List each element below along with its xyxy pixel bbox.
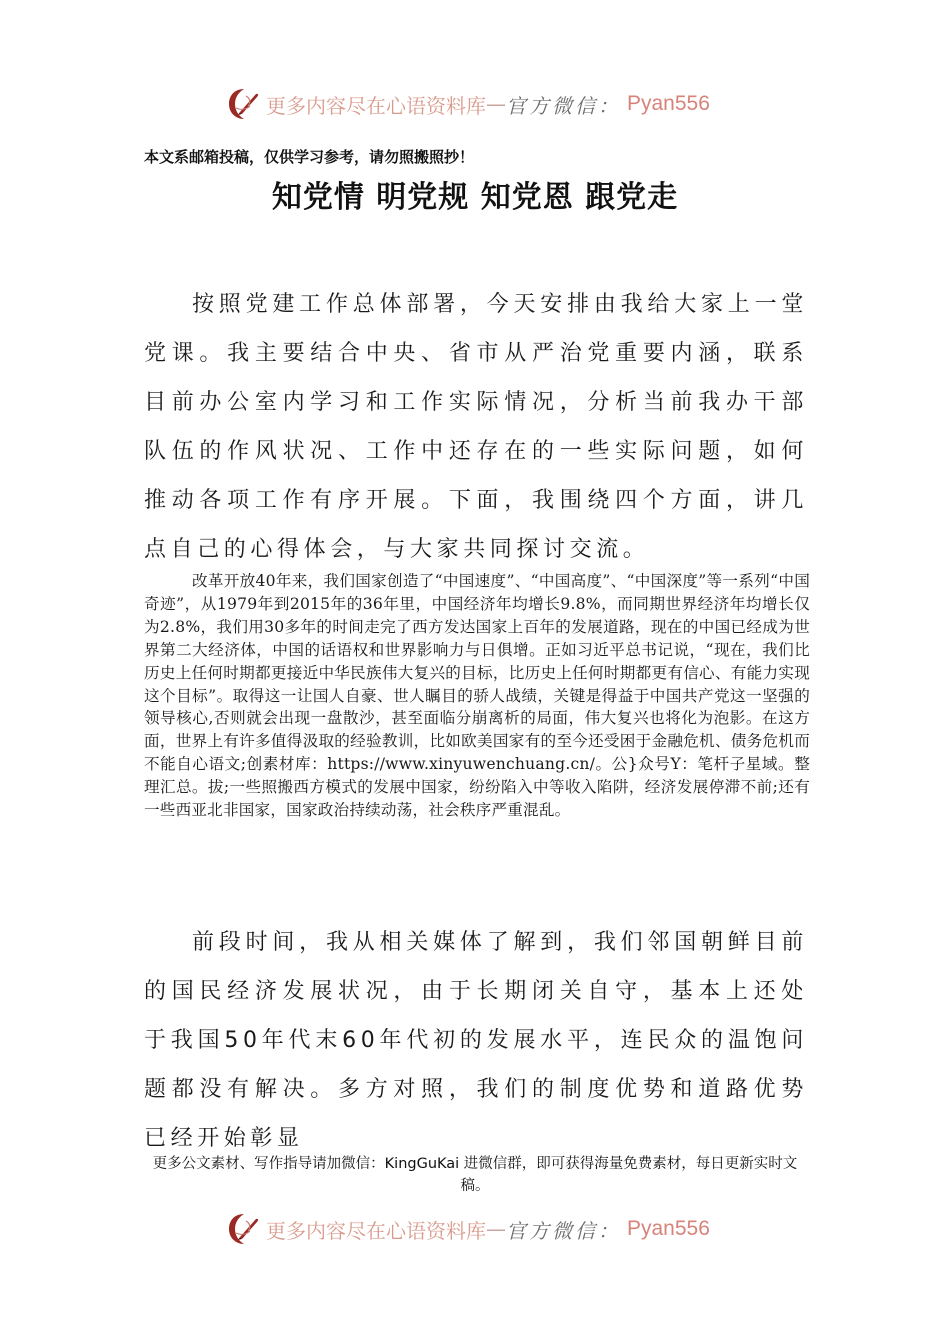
banner-dash: —	[486, 92, 506, 116]
quill-pen-logo-icon	[226, 86, 262, 122]
banner-site-name: 更多内容尽在心语资料库	[266, 1218, 486, 1243]
banner-wechat-label: 官方微信：	[506, 1218, 621, 1243]
footer-banner	[226, 1209, 716, 1249]
submission-notice: 本文系邮箱投稿，仅供学习参考，请勿照搬照抄！	[144, 148, 475, 166]
quill-pen-logo-icon	[226, 1211, 262, 1247]
paragraph-north-korea: 前段时间，我从相关媒体了解到，我们邻国朝鲜目前的国民经济发展状况，由于长期闭关自守，基本上还处于我国50年代末60年代初的发展水平，连民众的温饱问题都没有解决。多方对照，我们的制度优势和道路优势已经开始彰显	[144, 930, 808, 1151]
banner-wechat-label: 官方微信：	[506, 93, 621, 118]
banner-site-name: 更多内容尽在心语资料库	[266, 93, 486, 118]
document-title: 知党情 明党规 知党恩 跟党走	[271, 180, 679, 215]
header-banner	[226, 84, 716, 124]
banner-dash: —	[486, 1217, 506, 1241]
banner-wechat-id: Pyan556	[627, 1217, 710, 1240]
paragraph-reform: 改革开放40年来，我们国家创造了“中国速度”、“中国高度”、“中国深度”等一系列“中国奇迹”，从1979年到2015年的36年里，中国经济年均增长9.8%，而同期世界经济年均增长仅为2.8%，我们用30多年的时间走完了西方发达国家上百年的发展道路，现在的中国已经成为世界第二大经济体，中国的话语权和世界影响力与日俱增。正如习近平总书记说，“现在，我们比历史上任何时期都更接近中华民族伟大复兴的目标，比历史上任何时期都更有信心、有能力实现这个目标”。取得这一让国人自豪、世人瞩目的骄人战绩，关键是得益于中国共产党这一坚强的领导核心,否则就会出现一盘散沙，甚至面临分崩离析的局面，伟大复兴也将化为泡影。在这方面，世界上有许多值得汲取的经验教训，比如欧美国家有的至今还受困于金融危机、债务危机而不能自心语文;创素材库：https://www.xinyuwenchuang.cn/。公}众号Y：笔杆子星域。整理汇总。拔;一些照搬西方模式的发展中国家，纷纷陷入中等收入陷阱，经济发展停滞不前;还有一些西亚北非国家，国家政治持续动荡，社会秩序严重混乱。	[144, 572, 810, 820]
footer-promo-note: 更多公文素材、写作指导请加微信：KingGuKai 进微信群，即可获得海量免费素材，每日更新实时文稿。	[152, 1156, 798, 1194]
banner-wechat-id: Pyan556	[627, 92, 710, 115]
paragraph-intro: 按照党建工作总体部署，今天安排由我给大家上一堂党课。我主要结合中央、省市从严治党重要内涵，联系目前办公室内学习和工作实际情况，分析当前我办干部队伍的作风状况、工作中还存在的一些实际问题，如何推动各项工作有序开展。下面，我围绕四个方面，讲几点自己的心得体会，与大家共同探讨交流。	[144, 292, 808, 562]
